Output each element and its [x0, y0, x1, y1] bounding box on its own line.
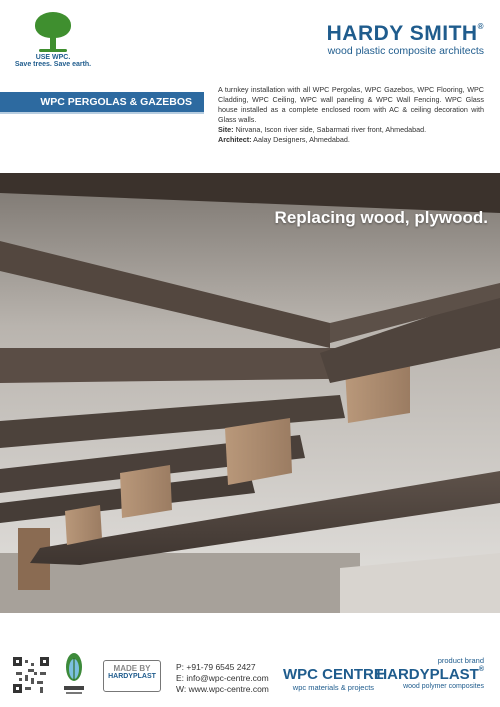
- wpc-centre-tagline: wpc materials & projects: [292, 683, 375, 692]
- contact-phone: P: +91-79 6545 2427: [176, 662, 256, 672]
- hardyplast-tagline: wood polymer composites: [403, 683, 484, 690]
- description-body: A turnkey installation with all WPC Pergolas, WPC Gazebos, WPC Flooring, WPC Cladding, WPC Ceiling, WPC wall paneling & WPC Wall Fencing. WPC Glass house installed as a complete enclosed room with AC & ceiling decoration with Glass walls.: [218, 85, 484, 124]
- made-by-brand: HARDYPLAST: [108, 673, 156, 680]
- section-title: WPC PERGOLAS & GAZEBOS: [40, 96, 192, 108]
- wpc-centre-logo: [283, 666, 384, 692]
- project-description: [218, 85, 484, 145]
- hardyplast-registered-mark: ®: [478, 666, 484, 673]
- section-title-bar: [0, 92, 204, 114]
- made-by-label: MADE BY: [113, 664, 151, 673]
- pergola-photo: [0, 173, 500, 613]
- wpc-centre-name: WPC CENTRE: [283, 666, 384, 683]
- brand-name: HARDY SMITH®: [326, 22, 484, 45]
- tree-icon: [33, 12, 73, 52]
- footer: [0, 614, 500, 707]
- use-wpc-logo: [12, 12, 94, 68]
- photo-caption: Replacing wood, plywood.: [274, 208, 488, 227]
- contact-email[interactable]: E: info@wpc-centre.com: [176, 673, 269, 683]
- hardyplast-logo: [376, 656, 484, 690]
- qr-code-icon: [13, 657, 49, 693]
- architect-line: Architect: Aalay Designers, Ahmedabad.: [218, 135, 350, 144]
- product-brand-label: product brand: [437, 656, 484, 665]
- contact-info: [176, 662, 269, 695]
- logo-slogan-line1: USE WPC.: [35, 54, 71, 61]
- contact-website[interactable]: W: www.wpc-centre.com: [176, 684, 269, 694]
- site-line: Site: Nirvana, Iscon river side, Sabarmati river front, Ahmedabad.: [218, 125, 427, 134]
- brand-tagline: wood plastic composite architects: [327, 45, 484, 57]
- logo-slogan-line2: Save trees. Save earth.: [14, 61, 92, 68]
- registered-mark: ®: [477, 22, 484, 31]
- made-by-badge: [103, 660, 161, 692]
- hardyplast-name: HARDYPLAST®: [376, 666, 484, 683]
- leaf-emblem-icon: [60, 652, 88, 698]
- hardy-smith-brand: [327, 22, 484, 57]
